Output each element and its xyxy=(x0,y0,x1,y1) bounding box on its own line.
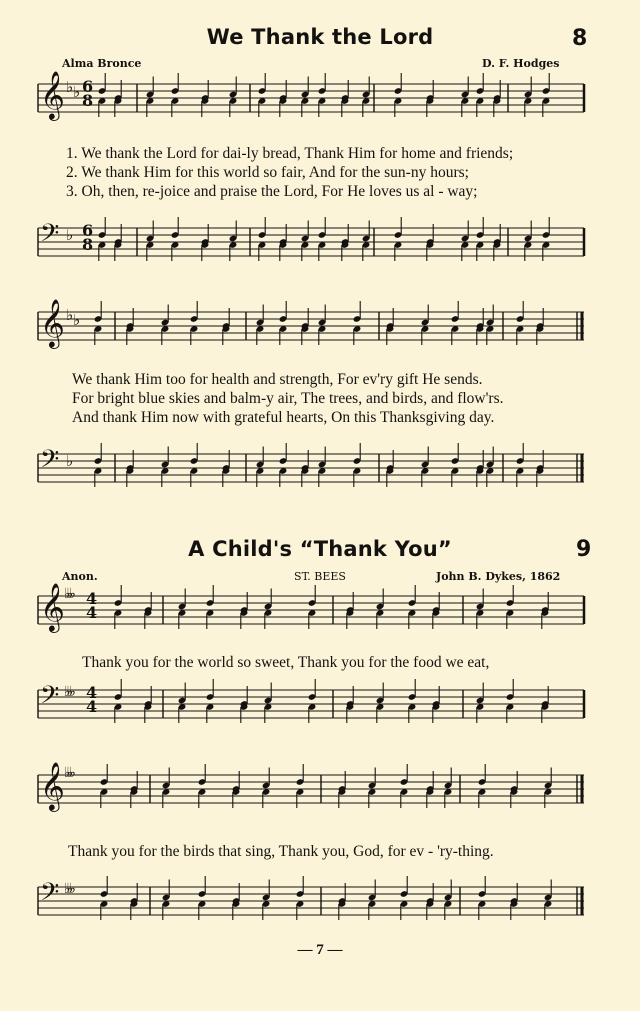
time-signature-top: 6 xyxy=(82,221,94,240)
note-icon xyxy=(368,768,377,790)
note-icon xyxy=(400,788,409,808)
note-icon xyxy=(542,73,551,95)
note-icon xyxy=(461,221,470,243)
note-icon xyxy=(386,325,395,345)
note-icon xyxy=(296,788,305,808)
note-icon xyxy=(536,325,545,345)
bass-clef-icon: 𝄢 xyxy=(40,681,60,716)
note-icon xyxy=(506,703,515,723)
note-icon xyxy=(524,221,533,243)
note-icon xyxy=(476,97,485,117)
note-icon xyxy=(98,241,107,261)
note-icon xyxy=(301,241,310,261)
note-icon xyxy=(444,788,453,808)
note-icon xyxy=(222,325,231,345)
note-icon xyxy=(240,703,249,723)
note-icon xyxy=(114,679,123,701)
note-icon xyxy=(338,900,347,920)
note-icon xyxy=(161,467,170,487)
hymn-8-verse-1-line: We thank Him too for health and strength, For ev'ry gift He sends. xyxy=(72,371,483,388)
flat-key-signature-icon: ♭♭♭ xyxy=(64,586,72,602)
note-icon xyxy=(258,217,267,239)
note-icon xyxy=(100,876,109,898)
note-icon xyxy=(171,97,180,117)
note-icon xyxy=(206,679,215,701)
note-icon xyxy=(279,241,288,261)
note-icon xyxy=(190,325,199,345)
treble-clef-icon: 𝄞 xyxy=(40,761,65,810)
note-icon xyxy=(178,703,187,723)
note-icon xyxy=(146,241,155,261)
note-icon xyxy=(232,900,241,920)
note-icon xyxy=(421,447,430,469)
note-icon xyxy=(256,305,265,327)
note-icon xyxy=(94,443,103,465)
note-icon xyxy=(432,703,441,723)
note-icon xyxy=(222,467,231,487)
bass-clef-icon: 𝄢 xyxy=(40,445,60,480)
note-icon xyxy=(542,241,551,261)
note-icon xyxy=(353,443,362,465)
hymn-8-music-by: D. F. Hodges xyxy=(482,57,560,70)
note-icon xyxy=(301,77,310,99)
note-icon xyxy=(394,73,403,95)
note-icon xyxy=(524,97,533,117)
note-icon xyxy=(308,679,317,701)
note-icon xyxy=(400,764,409,786)
note-icon xyxy=(264,683,273,705)
note-icon xyxy=(94,467,103,487)
note-icon xyxy=(256,467,265,487)
note-icon xyxy=(478,788,487,808)
flat-key-signature-icon: ♭♭♭ xyxy=(64,881,72,897)
note-icon xyxy=(421,305,430,327)
hymn-8-words-by: Alma Bronce xyxy=(62,57,142,70)
note-icon xyxy=(353,467,362,487)
note-icon xyxy=(544,788,553,808)
note-icon xyxy=(146,77,155,99)
note-icon xyxy=(98,73,107,95)
note-icon xyxy=(161,447,170,469)
note-icon xyxy=(258,97,267,117)
note-icon xyxy=(279,443,288,465)
note-icon xyxy=(408,585,417,607)
note-icon xyxy=(162,900,171,920)
flat-key-signature-icon: ♭ xyxy=(73,83,81,101)
note-icon xyxy=(178,609,187,629)
note-icon xyxy=(461,97,470,117)
note-icon xyxy=(493,97,502,117)
note-icon xyxy=(130,900,139,920)
note-icon xyxy=(476,683,485,705)
note-icon xyxy=(318,73,327,95)
note-icon xyxy=(206,585,215,607)
note-icon xyxy=(201,97,210,117)
note-icon xyxy=(408,609,417,629)
hymn-9-music-by: John B. Dykes, 1862 xyxy=(436,570,561,583)
note-icon xyxy=(444,768,453,790)
note-icon xyxy=(262,900,271,920)
flat-key-signature-icon: ♭ xyxy=(66,78,74,96)
note-icon xyxy=(190,301,199,323)
hymn-8-verse-1-line: 1. We thank the Lord for dai-ly bread, Thank Him for home and friends; xyxy=(66,145,514,162)
note-icon xyxy=(432,609,441,629)
note-icon xyxy=(296,876,305,898)
hymn-8-number: 8 xyxy=(572,26,588,51)
bass-clef-icon: 𝄢 xyxy=(40,878,60,913)
note-icon xyxy=(478,900,487,920)
note-icon xyxy=(279,467,288,487)
note-icon xyxy=(240,609,249,629)
note-icon xyxy=(341,241,350,261)
note-icon xyxy=(426,241,435,261)
note-icon xyxy=(444,900,453,920)
note-icon xyxy=(516,443,525,465)
note-icon xyxy=(451,467,460,487)
note-icon xyxy=(308,585,317,607)
note-icon xyxy=(146,221,155,243)
note-icon xyxy=(318,217,327,239)
note-icon xyxy=(301,467,310,487)
note-icon xyxy=(486,467,495,487)
note-icon xyxy=(161,325,170,345)
note-icon xyxy=(318,241,327,261)
note-icon xyxy=(421,467,430,487)
flat-key-signature-icon: ♭♭♭ xyxy=(64,684,72,700)
note-icon xyxy=(162,768,171,790)
note-icon xyxy=(461,77,470,99)
note-icon xyxy=(318,305,327,327)
note-icon xyxy=(476,217,485,239)
note-icon xyxy=(478,764,487,786)
hymn-9-number: 9 xyxy=(576,537,592,562)
note-icon xyxy=(229,221,238,243)
treble-clef-icon: 𝄞 xyxy=(40,298,65,347)
note-icon xyxy=(476,589,485,611)
note-icon xyxy=(451,301,460,323)
time-signature-bottom: 4 xyxy=(86,697,98,716)
note-icon xyxy=(341,97,350,117)
hymn-9-lyric-line-2: Thank you for the birds that sing, Thank you, God, for ev - 'ry-thing. xyxy=(68,843,494,860)
note-icon xyxy=(394,217,403,239)
note-icon xyxy=(516,325,525,345)
note-icon xyxy=(296,900,305,920)
note-icon xyxy=(541,703,550,723)
time-signature-bottom: 4 xyxy=(86,603,98,622)
note-icon xyxy=(510,900,519,920)
note-icon xyxy=(198,764,207,786)
note-icon xyxy=(394,241,403,261)
note-icon xyxy=(258,73,267,95)
note-icon xyxy=(542,97,551,117)
note-icon xyxy=(114,97,123,117)
note-icon xyxy=(368,880,377,902)
note-icon xyxy=(229,77,238,99)
note-icon xyxy=(451,443,460,465)
note-icon xyxy=(232,788,241,808)
note-icon xyxy=(476,609,485,629)
hymn-8-verse-2-line: 2. We thank Him for this world so fair, And for the sun-ny hours; xyxy=(66,164,469,181)
note-icon xyxy=(476,325,485,345)
note-icon xyxy=(400,900,409,920)
note-icon xyxy=(190,443,199,465)
hymn-9-tune-name: ST. BEES xyxy=(294,570,346,583)
note-icon xyxy=(318,325,327,345)
note-icon xyxy=(262,768,271,790)
note-icon xyxy=(308,609,317,629)
note-icon xyxy=(126,325,135,345)
note-icon xyxy=(506,585,515,607)
note-icon xyxy=(368,900,377,920)
note-icon xyxy=(461,241,470,261)
note-icon xyxy=(256,447,265,469)
note-icon xyxy=(114,703,123,723)
note-icon xyxy=(100,788,109,808)
note-icon xyxy=(376,683,385,705)
note-icon xyxy=(394,97,403,117)
note-icon xyxy=(171,217,180,239)
flat-key-signature-icon: ♭ xyxy=(66,226,74,244)
note-icon xyxy=(100,764,109,786)
note-icon xyxy=(338,788,347,808)
note-icon xyxy=(544,768,553,790)
time-signature-top: 4 xyxy=(86,589,98,608)
note-icon xyxy=(171,241,180,261)
note-icon xyxy=(256,325,265,345)
treble-clef-icon: 𝄞 xyxy=(40,582,65,631)
note-icon xyxy=(144,703,153,723)
note-icon xyxy=(444,880,453,902)
note-icon xyxy=(94,325,103,345)
note-icon xyxy=(516,467,525,487)
note-icon xyxy=(114,609,123,629)
note-icon xyxy=(476,467,485,487)
note-icon xyxy=(229,97,238,117)
note-icon xyxy=(162,880,171,902)
hymn-8-verse-3-line: 3. Oh, then, re-joice and praise the Lord, For He loves us al - way; xyxy=(66,183,478,200)
note-icon xyxy=(476,73,485,95)
note-icon xyxy=(408,703,417,723)
note-icon xyxy=(318,447,327,469)
note-icon xyxy=(301,325,310,345)
note-icon xyxy=(264,609,273,629)
note-icon xyxy=(536,467,545,487)
hymn-9-lyric-line-1: Thank you for the world so sweet, Thank you for the food we eat, xyxy=(82,654,490,671)
note-icon xyxy=(262,880,271,902)
note-icon xyxy=(114,585,123,607)
note-icon xyxy=(258,241,267,261)
flat-key-signature-icon: ♭ xyxy=(73,311,81,329)
note-icon xyxy=(362,77,371,99)
note-icon xyxy=(421,325,430,345)
note-icon xyxy=(279,97,288,117)
note-icon xyxy=(376,609,385,629)
note-icon xyxy=(368,788,377,808)
time-signature-top: 4 xyxy=(86,683,98,702)
note-icon xyxy=(376,589,385,611)
note-icon xyxy=(524,77,533,99)
note-icon xyxy=(510,788,519,808)
note-icon xyxy=(476,241,485,261)
note-icon xyxy=(516,301,525,323)
note-icon xyxy=(144,609,153,629)
note-icon xyxy=(130,788,139,808)
page-number: — 7 — xyxy=(297,942,343,958)
note-icon xyxy=(400,876,409,898)
note-icon xyxy=(541,609,550,629)
note-icon xyxy=(206,703,215,723)
note-icon xyxy=(229,241,238,261)
treble-clef-icon: 𝄞 xyxy=(40,70,65,119)
note-icon xyxy=(279,301,288,323)
note-icon xyxy=(506,679,515,701)
note-icon xyxy=(98,217,107,239)
note-icon xyxy=(301,97,310,117)
flat-key-signature-icon: ♭ xyxy=(66,306,74,324)
note-icon xyxy=(178,683,187,705)
note-icon xyxy=(346,703,355,723)
note-icon xyxy=(486,325,495,345)
note-icon xyxy=(201,241,210,261)
time-signature-bottom: 8 xyxy=(82,91,94,110)
note-icon xyxy=(486,305,495,327)
note-icon xyxy=(162,788,171,808)
note-icon xyxy=(451,325,460,345)
note-icon xyxy=(476,703,485,723)
note-icon xyxy=(524,241,533,261)
note-icon xyxy=(198,900,207,920)
note-icon xyxy=(362,97,371,117)
hymn-9-words-by: Anon. xyxy=(62,570,98,583)
note-icon xyxy=(318,467,327,487)
note-icon xyxy=(262,788,271,808)
note-icon xyxy=(114,241,123,261)
note-icon xyxy=(171,73,180,95)
hymn-8-verse-2-line: For bright blue skies and balm-y air, The trees, and birds, and flow'rs. xyxy=(72,390,504,407)
note-icon xyxy=(279,325,288,345)
note-icon xyxy=(353,325,362,345)
time-signature-bottom: 8 xyxy=(82,235,94,254)
note-icon xyxy=(146,97,155,117)
note-icon xyxy=(94,301,103,323)
flat-key-signature-icon: ♭♭♭ xyxy=(64,765,72,781)
time-signature-top: 6 xyxy=(82,77,94,96)
note-icon xyxy=(264,589,273,611)
note-icon xyxy=(426,788,435,808)
note-icon xyxy=(486,447,495,469)
note-icon xyxy=(386,467,395,487)
note-icon xyxy=(542,217,551,239)
hymn-8-title: We Thank the Lord xyxy=(206,25,434,49)
hymn-8-verse-3-line: And thank Him now with grateful hearts, On this Thanksgiving day. xyxy=(72,409,495,426)
note-icon xyxy=(198,876,207,898)
note-icon xyxy=(353,301,362,323)
note-icon xyxy=(178,589,187,611)
note-icon xyxy=(190,467,199,487)
note-icon xyxy=(318,97,327,117)
note-icon xyxy=(198,788,207,808)
note-icon xyxy=(426,900,435,920)
note-icon xyxy=(100,900,109,920)
note-icon xyxy=(362,241,371,261)
note-icon xyxy=(426,97,435,117)
note-icon xyxy=(506,609,515,629)
note-icon xyxy=(493,241,502,261)
hymn-9-title: A Child's “Thank You” xyxy=(188,537,452,561)
note-icon xyxy=(296,764,305,786)
note-icon xyxy=(544,900,553,920)
flat-key-signature-icon: ♭ xyxy=(66,452,74,470)
note-icon xyxy=(362,221,371,243)
note-icon xyxy=(301,221,310,243)
note-icon xyxy=(478,876,487,898)
note-icon xyxy=(206,609,215,629)
note-icon xyxy=(408,679,417,701)
note-icon xyxy=(544,880,553,902)
note-icon xyxy=(376,703,385,723)
note-icon xyxy=(264,703,273,723)
note-icon xyxy=(308,703,317,723)
note-icon xyxy=(98,97,107,117)
bass-clef-icon: 𝄢 xyxy=(40,219,60,254)
note-icon xyxy=(126,467,135,487)
note-icon xyxy=(346,609,355,629)
note-icon xyxy=(161,305,170,327)
